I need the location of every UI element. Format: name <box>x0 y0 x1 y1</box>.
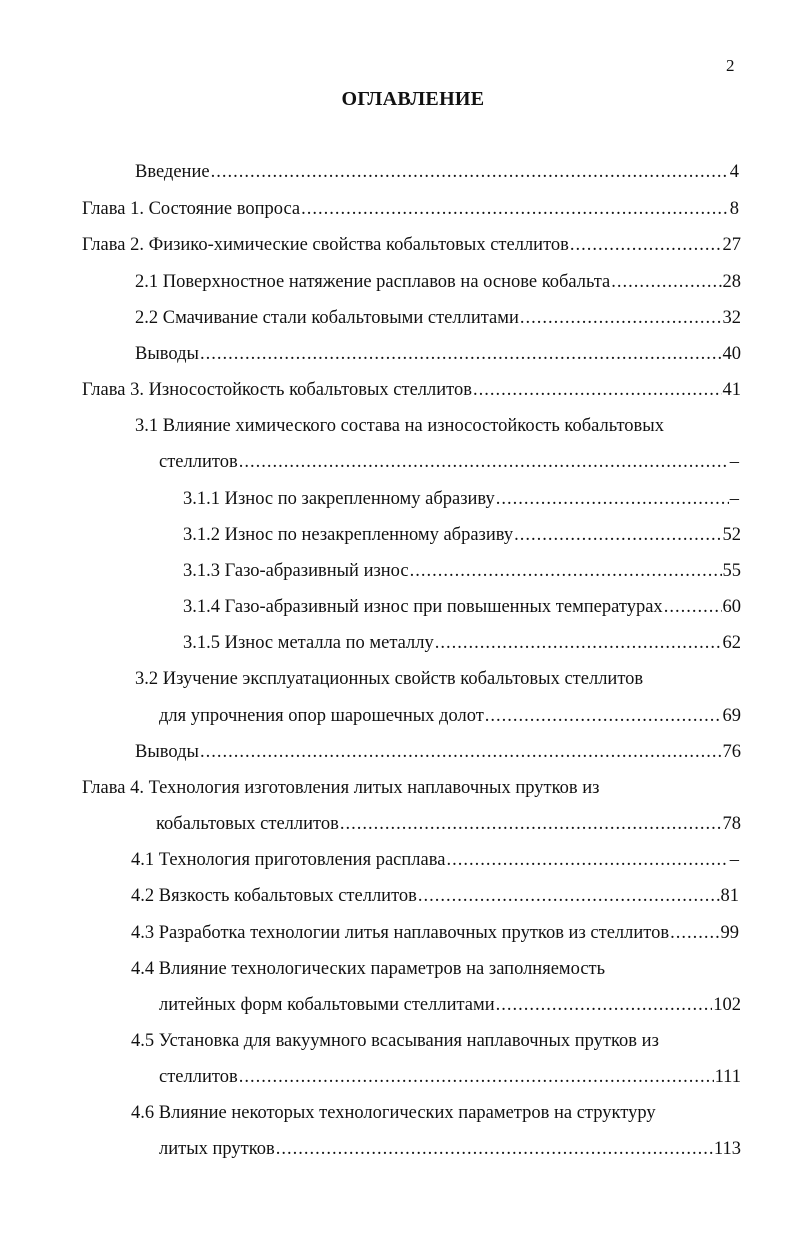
toc-entry-chapter-4-line-2 <box>156 812 741 836</box>
dot-leader <box>611 270 721 294</box>
toc-title: ОГЛАВЛЕНИЕ <box>341 88 485 110</box>
dot-leader <box>473 378 722 402</box>
toc-entry-page: 32 <box>722 308 741 328</box>
toc-entry-label: 2.2 Смачивание стали кобальтовыми стеллитами <box>135 308 519 328</box>
toc-entry-page: 4 <box>729 162 739 182</box>
toc-entry-label: 4.6 Влияние некоторых технологических параметров на структуру <box>131 1103 656 1123</box>
toc-entry-page: 52 <box>722 525 741 545</box>
dot-leader <box>496 993 713 1017</box>
toc-entry-label: для упрочнения опор шарошечных долот <box>159 706 484 726</box>
toc-entry-page: – <box>729 489 739 509</box>
toc-entry-label: 4.3 Разработка технологии литья наплавочных прутков из стеллитов <box>131 923 670 943</box>
toc-entry-label: стеллитов <box>159 452 238 472</box>
dot-leader <box>340 812 722 836</box>
dot-leader <box>514 523 721 547</box>
toc-entry-label: литых прутков <box>159 1139 275 1159</box>
toc-entry-page: 102 <box>713 995 741 1015</box>
toc-entry-4-5-line-1 <box>131 1029 659 1053</box>
toc-entry-label: литейных форм кобальтовыми стеллитами <box>159 995 495 1015</box>
toc-entry-4-1 <box>131 848 739 872</box>
toc-entry-label: 4.4 Влияние технологических параметров на заполняемость <box>131 959 606 979</box>
dot-leader <box>239 450 729 474</box>
toc-entry-4-6-line-1 <box>131 1101 656 1125</box>
dot-leader <box>664 595 722 619</box>
toc-entry-label: 4.5 Установка для вакуумного всасывания наплавочных прутков из <box>131 1031 659 1051</box>
toc-entry-4-4-line-2 <box>159 993 741 1017</box>
toc-entry-label: 3.1.5 Износ металла по металлу <box>183 633 434 653</box>
toc-entry-page: 99 <box>720 923 739 943</box>
toc-entry-page: 81 <box>720 886 739 906</box>
dot-leader <box>301 197 729 221</box>
toc-entry-page: 60 <box>722 597 741 617</box>
toc-entry-label: Выводы <box>135 742 199 762</box>
toc-entry-page: 27 <box>722 235 741 255</box>
toc-entry-3-1-1 <box>183 487 739 511</box>
dot-leader <box>200 342 722 366</box>
toc-entry-label: 4.2 Вязкость кобальтовых стеллитов <box>131 886 417 906</box>
toc-entry-page: 8 <box>729 199 739 219</box>
toc-entry-page: – <box>729 452 739 472</box>
toc-entry-label: 3.1.1 Износ по закрепленному абразиву <box>183 489 495 509</box>
toc-entry-label: Выводы <box>135 344 199 364</box>
toc-entry-4-6-line-2 <box>159 1137 741 1161</box>
toc-entry-introduction <box>135 160 739 184</box>
toc-entry-chapter-4-line-1 <box>82 776 599 800</box>
toc-entry-conclusions-3 <box>135 740 741 764</box>
toc-entry-page: 62 <box>722 633 741 653</box>
dot-leader <box>435 631 722 655</box>
toc-entry-chapter-3 <box>82 378 741 402</box>
toc-entry-page: 111 <box>714 1067 741 1087</box>
toc-entry-2-1 <box>135 270 741 294</box>
dot-leader <box>670 921 719 945</box>
toc-entry-page: 78 <box>722 814 741 834</box>
dot-leader <box>496 487 729 511</box>
toc-entry-4-2 <box>131 884 739 908</box>
toc-entry-3-1-line-1 <box>135 414 664 438</box>
toc-entry-3-1-2 <box>183 523 741 547</box>
dot-leader <box>211 160 729 184</box>
toc-entry-label: Введение <box>135 162 210 182</box>
toc-entry-page: 28 <box>722 272 741 292</box>
toc-entry-chapter-1 <box>82 197 739 221</box>
dot-leader <box>239 1065 714 1089</box>
toc-entry-3-1-line-2 <box>159 450 739 474</box>
toc-entry-label: 3.1.2 Износ по незакрепленному абразиву <box>183 525 514 545</box>
page-number: 2 <box>726 56 735 75</box>
toc-entry-label: 4.1 Технология приготовления расплава <box>131 850 446 870</box>
toc-entry-3-1-5 <box>183 631 741 655</box>
toc-entry-page: 41 <box>722 380 741 400</box>
toc-entry-4-3 <box>131 921 739 945</box>
dot-leader <box>276 1137 713 1161</box>
toc-entry-label: стеллитов <box>159 1067 238 1087</box>
toc-entry-3-1-4 <box>183 595 741 619</box>
dot-leader <box>485 704 722 728</box>
toc-entry-2-2 <box>135 306 741 330</box>
dot-leader <box>418 884 720 908</box>
toc-entry-4-4-line-1 <box>131 957 605 981</box>
toc-entry-label: Глава 1. Состояние вопроса <box>82 199 301 219</box>
toc-entry-page: 76 <box>722 742 741 762</box>
toc-entry-3-2-line-1 <box>135 667 643 691</box>
toc-entry-label: 2.1 Поверхностное натяжение расплавов на основе кобальта <box>135 272 611 292</box>
dot-leader <box>520 306 722 330</box>
toc-entry-label: кобальтовых стеллитов <box>156 814 339 834</box>
toc-entry-conclusions-2 <box>135 342 741 366</box>
dot-leader <box>200 740 722 764</box>
toc-entry-page: 40 <box>722 344 741 364</box>
toc-entry-label: 3.2 Изучение эксплуатационных свойств кобальтовых стеллитов <box>135 669 644 689</box>
toc-entry-label: 3.1.4 Газо-абразивный износ при повышенных температурах <box>183 597 663 617</box>
toc-entry-label: 3.1.3 Газо-абразивный износ <box>183 561 409 581</box>
dot-leader <box>446 848 728 872</box>
toc-entry-page: 69 <box>722 706 741 726</box>
toc-entry-page: 113 <box>713 1139 741 1159</box>
toc-entry-label: Глава 4. Технология изготовления литых наплавочных прутков из <box>82 778 600 798</box>
toc-entry-3-2-line-2 <box>159 704 741 728</box>
toc-entry-label: 3.1 Влияние химического состава на износостойкость кобальтовых <box>135 416 664 436</box>
toc-entry-page: 55 <box>722 561 741 581</box>
toc-entry-3-1-3 <box>183 559 741 583</box>
toc-entry-4-5-line-2 <box>159 1065 741 1089</box>
dot-leader <box>570 233 722 257</box>
toc-entry-label: Глава 2. Физико-химические свойства кобальтовых стеллитов <box>82 235 569 255</box>
toc-entry-page: – <box>729 850 739 870</box>
toc-entry-chapter-2 <box>82 233 741 257</box>
toc-entry-label: Глава 3. Износостойкость кобальтовых стеллитов <box>82 380 472 400</box>
dot-leader <box>410 559 722 583</box>
